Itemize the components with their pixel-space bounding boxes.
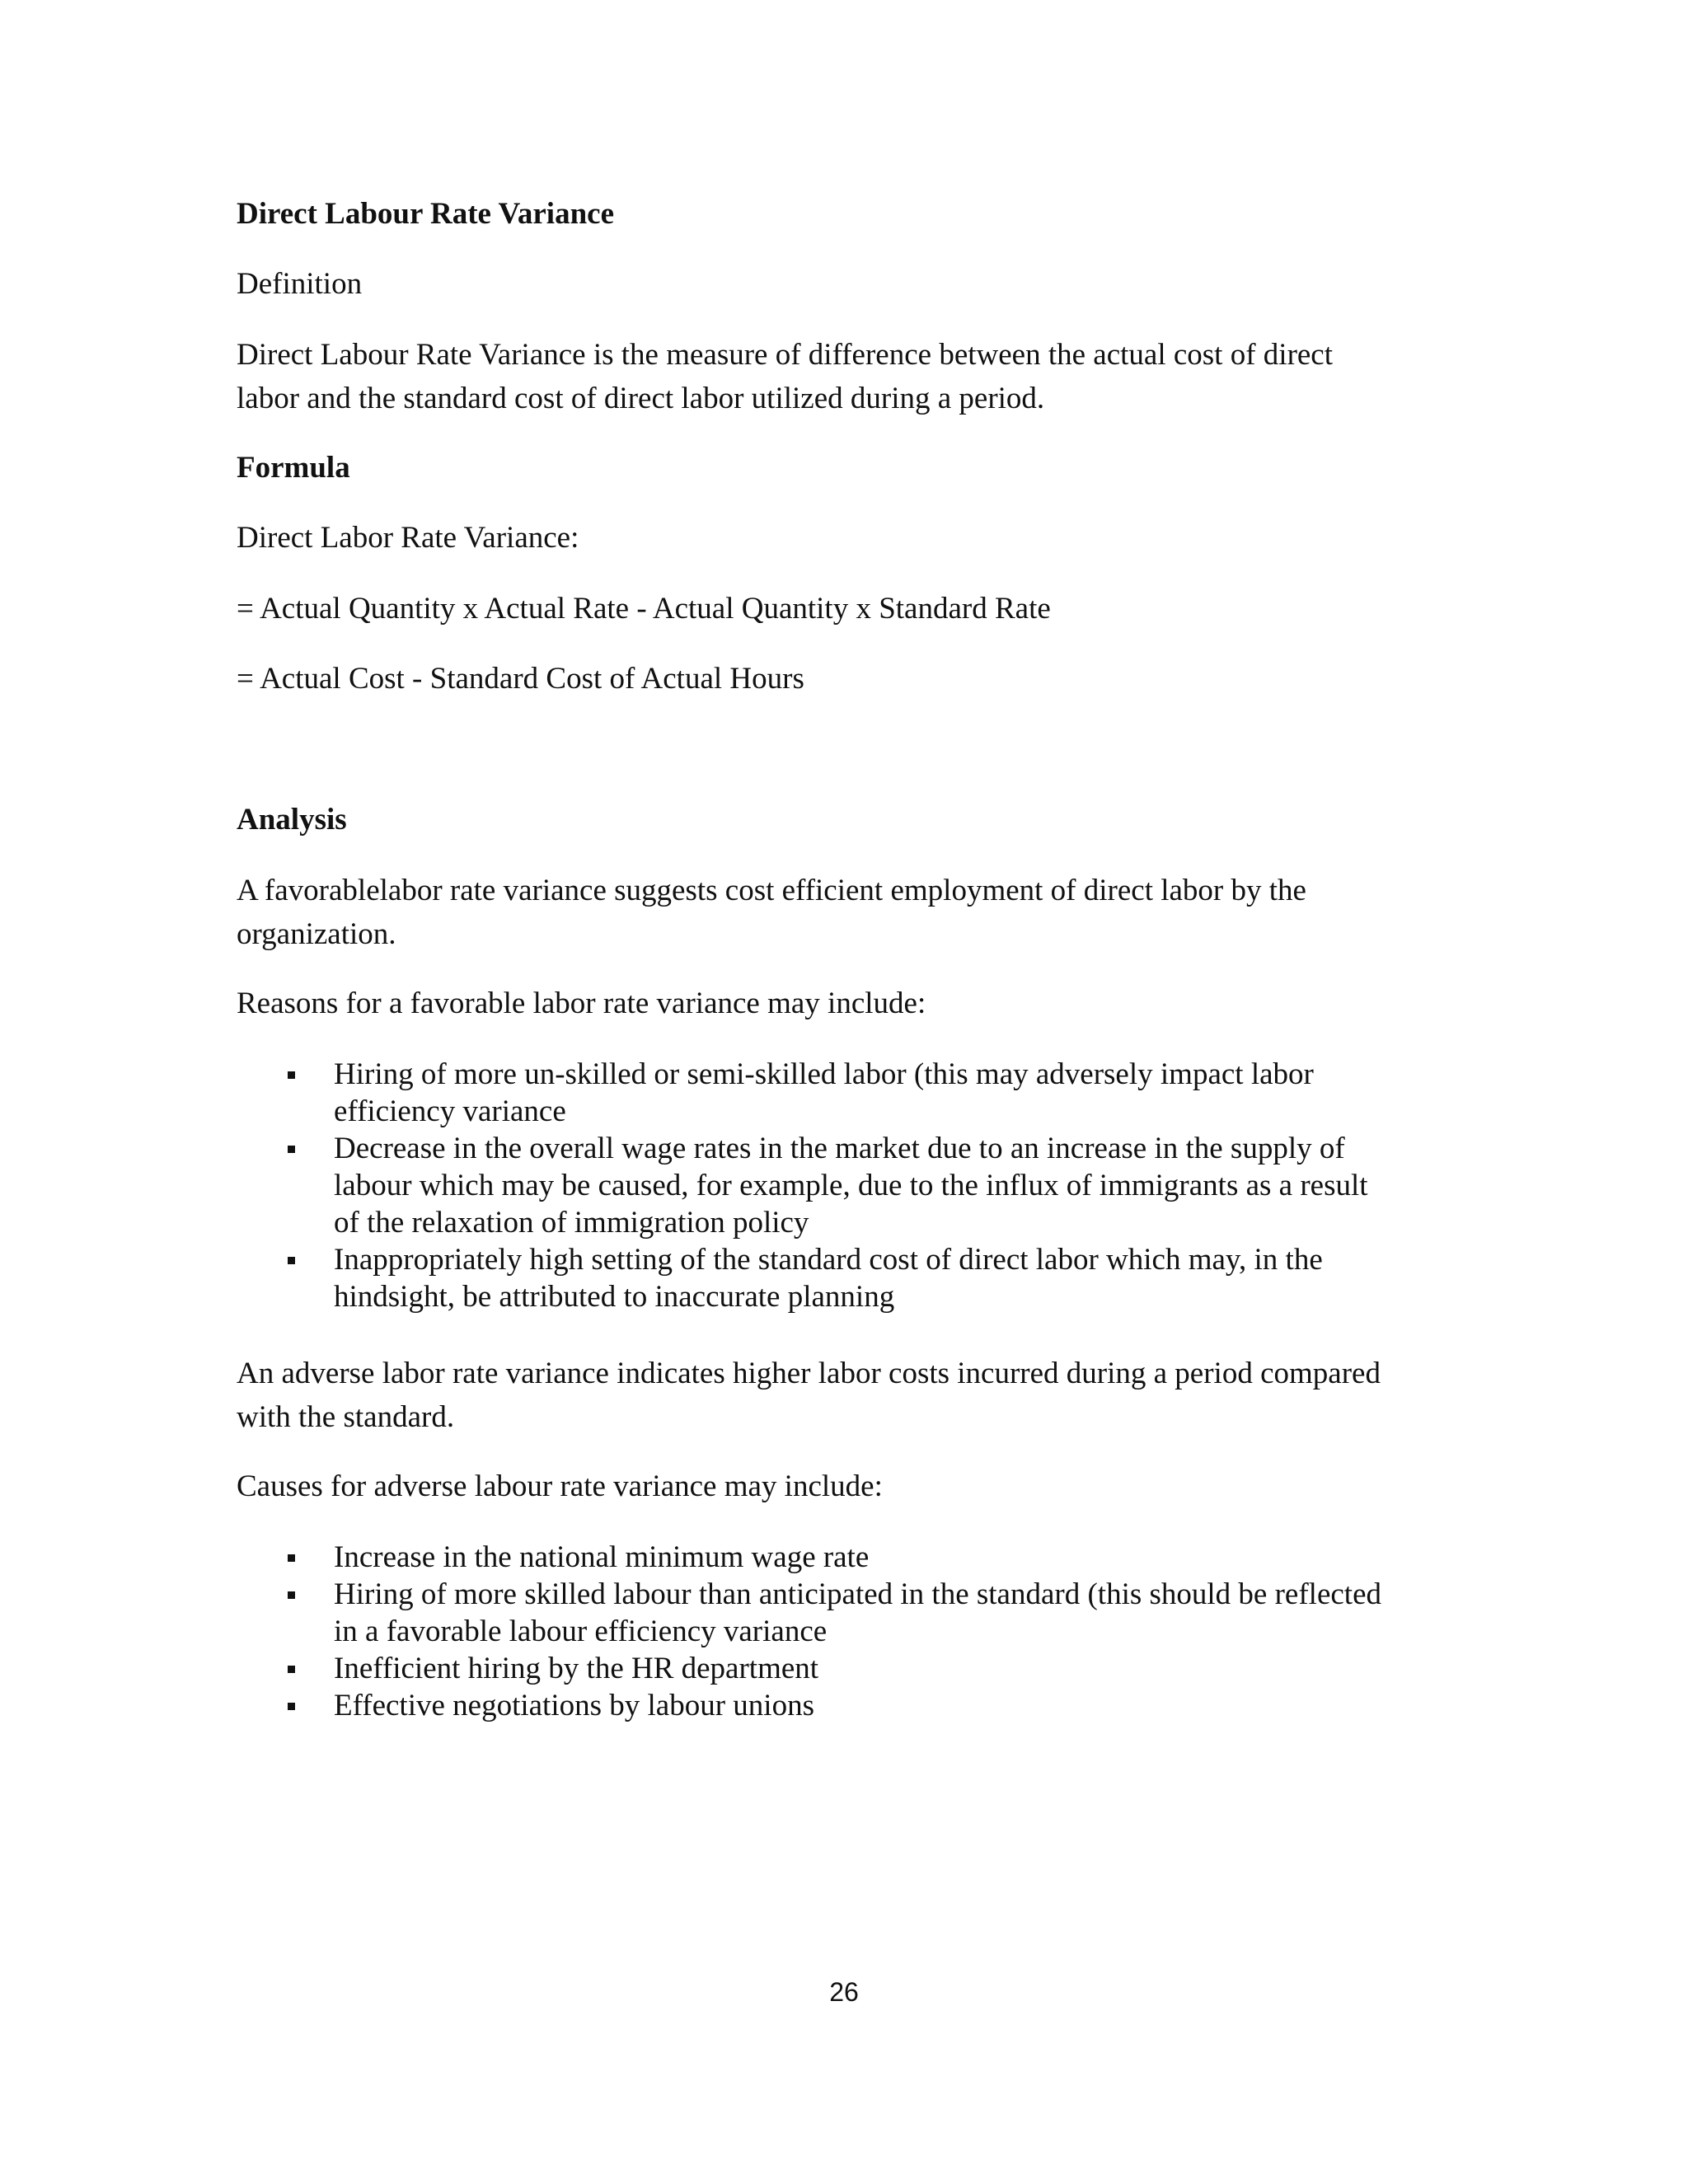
favorable-line: organization. — [237, 917, 396, 951]
favorable-paragraph — [237, 869, 1473, 956]
square-bullet-icon — [288, 1554, 295, 1562]
section-title: Direct Labour Rate Variance — [237, 197, 615, 231]
square-bullet-icon — [288, 1666, 295, 1673]
adverse-line: An adverse labor rate variance indicates higher labor costs incurred during a period compared — [237, 1357, 1381, 1390]
list-item: Hiring of more un-skilled or semi-skilled labor (this may adversely impact labor efficiency variance — [237, 1056, 1473, 1130]
formula-label: Direct Labor Rate Variance: — [237, 521, 579, 555]
list-item: Inappropriately high setting of the standard cost of direct labor which may, in the hindsight, be attributed to inaccurate planning — [237, 1241, 1473, 1315]
adverse-paragraph — [237, 1352, 1473, 1439]
square-bullet-icon — [288, 1703, 295, 1710]
favorable-reasons-intro: Reasons for a favorable labor rate variance may include: — [237, 987, 926, 1020]
list-item: Hiring of more skilled labour than anticipated in the standard (this should be reflected in a favorable labour efficiency variance — [237, 1576, 1473, 1650]
definition-paragraph — [237, 333, 1473, 420]
formula-line-1: = Actual Quantity x Actual Rate - Actual Quantity x Standard Rate — [237, 592, 1051, 626]
list-item: Inefficient hiring by the HR department — [237, 1650, 1473, 1687]
favorable-line: A favorablelabor rate variance suggests cost efficient employment of direct labor by the — [237, 874, 1306, 907]
adverse-causes-intro: Causes for adverse labour rate variance may include: — [237, 1469, 883, 1503]
square-bullet-icon — [288, 1146, 295, 1153]
list-item: Effective negotiations by labour unions — [237, 1687, 1473, 1724]
definition-line: labor and the standard cost of direct labor utilized during a period. — [237, 382, 1045, 415]
definition-label: Definition — [237, 267, 363, 301]
square-bullet-icon — [288, 1257, 295, 1264]
formula-line-2: = Actual Cost - Standard Cost of Actual Hours — [237, 662, 804, 696]
definition-line: Direct Labour Rate Variance is the measure of difference between the actual cost of direct — [237, 338, 1334, 372]
adverse-line: with the standard. — [237, 1400, 455, 1434]
list-item: Increase in the national minimum wage rate — [237, 1539, 1473, 1576]
square-bullet-icon — [288, 1071, 295, 1079]
favorable-reasons-list — [237, 1056, 1473, 1315]
list-item: Decrease in the overall wage rates in the market due to an increase in the supply of labour which may be caused, for example, due to the influx of immigrants as a result of the relaxation of immigration policy — [237, 1130, 1473, 1241]
page-number: 26 — [829, 1977, 859, 2007]
adverse-causes-list — [237, 1539, 1473, 1724]
square-bullet-icon — [288, 1591, 295, 1599]
analysis-heading: Analysis — [237, 803, 347, 837]
formula-heading: Formula — [237, 451, 350, 485]
